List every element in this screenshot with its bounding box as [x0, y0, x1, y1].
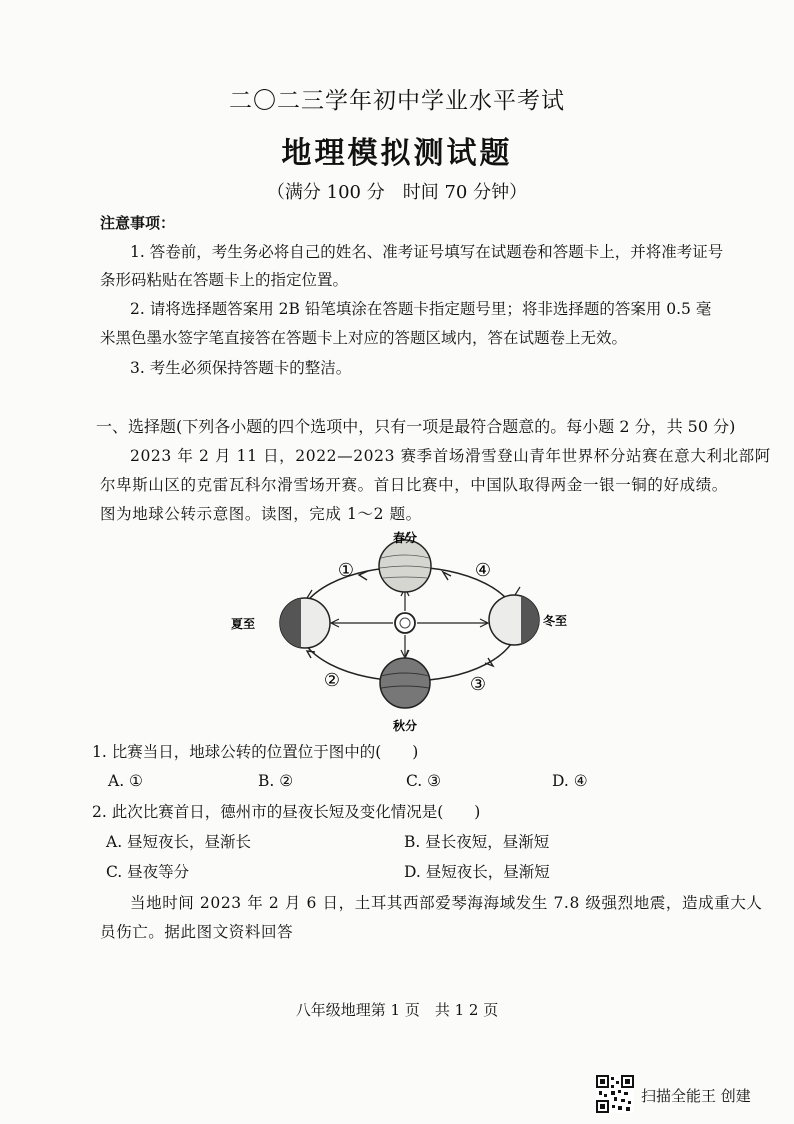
notice-item-2-line-2: 米黑色墨水签字笔直接答在答题卡上对应的答题区域内，答在试题卷上无效。 — [100, 329, 628, 347]
marker-4: ④ — [474, 560, 492, 581]
qr-code-icon — [596, 1075, 634, 1113]
q2-option-d: D. 昼短夜长，昼渐短 — [404, 863, 550, 881]
sun-icon — [395, 613, 415, 633]
marker-3: ③ — [469, 674, 487, 695]
q1-option-d: D. ④ — [552, 772, 588, 790]
notice-item-3: 3. 考生必须保持答题卡的整洁。 — [130, 359, 352, 377]
q1-option-c: C. ③ — [406, 772, 442, 790]
question-2-stem: 2. 此次比赛首日，德州市的昼夜长短及变化情况是( ) — [92, 803, 481, 821]
q1-option-b: B. ② — [258, 772, 294, 790]
marker-2: ② — [323, 670, 341, 691]
marker-1: ① — [337, 560, 355, 581]
exam-title: 二〇二三学年初中学业水平考试 — [229, 88, 565, 114]
passage-line-1: 2023 年 2 月 11 日，2022—2023 赛季首场滑雪登山青年世界杯分站赛在意大利北部阿 — [130, 447, 771, 465]
label-spring-equinox: 春分 — [392, 531, 418, 545]
score-time-info: （满分 100 分 时间 70 分钟） — [266, 182, 528, 203]
subject-title: 地理模拟测试题 — [281, 136, 513, 171]
earth-revolution-diagram — [215, 528, 595, 738]
passage-line-3: 图为地球公转示意图。读图，完成 1～2 题。 — [100, 505, 422, 523]
passage-line-2: 尔卑斯山区的克雷瓦科尔滑雪场开赛。首日比赛中，中国队取得两金一银一铜的好成绩。 — [100, 476, 728, 494]
label-summer-solstice: 夏至 — [231, 617, 256, 631]
scanner-label: 扫描全能王 创建 — [641, 1087, 751, 1105]
q1-option-a: A. ① — [108, 772, 143, 790]
notice-heading: 注意事项： — [100, 214, 176, 232]
section-title: 一、选择题(下列各小题的四个选项中，只有一项是最符合题意的。每小题 2 分，共 50 分) — [96, 417, 736, 436]
q2-option-c: C. 昼夜等分 — [106, 863, 190, 881]
passage-2-line-2: 员伤亡。据此图文资料回答 — [100, 923, 294, 941]
page-footer: 八年级地理第 1 页 共 1 2 页 — [295, 1001, 499, 1019]
earth-autumn-equinox — [380, 658, 430, 708]
notice-item-1-line-1: 1. 答卷前，考生务必将自己的姓名、准考证号填写在试题卷和答题卡上，并将准考证号 — [130, 243, 724, 261]
label-autumn-equinox: 秋分 — [392, 719, 418, 733]
scanner-watermark — [596, 1075, 766, 1115]
q2-option-a: A. 昼短夜长，昼渐长 — [106, 833, 252, 851]
notice-item-1-line-2: 条形码粘贴在答题卡上的指定位置。 — [100, 271, 349, 289]
orbit-arrow-2 — [307, 651, 315, 658]
orbit-arrow-4 — [443, 572, 451, 580]
passage-2-line-1: 当地时间 2023 年 2 月 6 日，土耳其西部爱琴海海域发生 7.8 级强烈地震，造成重大人 — [130, 894, 763, 912]
q2-option-b: B. 昼长夜短，昼渐短 — [404, 833, 550, 851]
question-1-stem: 1. 比赛当日，地球公转的位置位于图中的( ) — [92, 743, 419, 761]
notice-item-2-line-1: 2. 请将选择题答案用 2B 铅笔填涂在答题卡指定题号里；将非选择题的答案用 0.5 毫 — [130, 300, 712, 318]
label-winter-solstice: 冬至 — [543, 614, 568, 628]
